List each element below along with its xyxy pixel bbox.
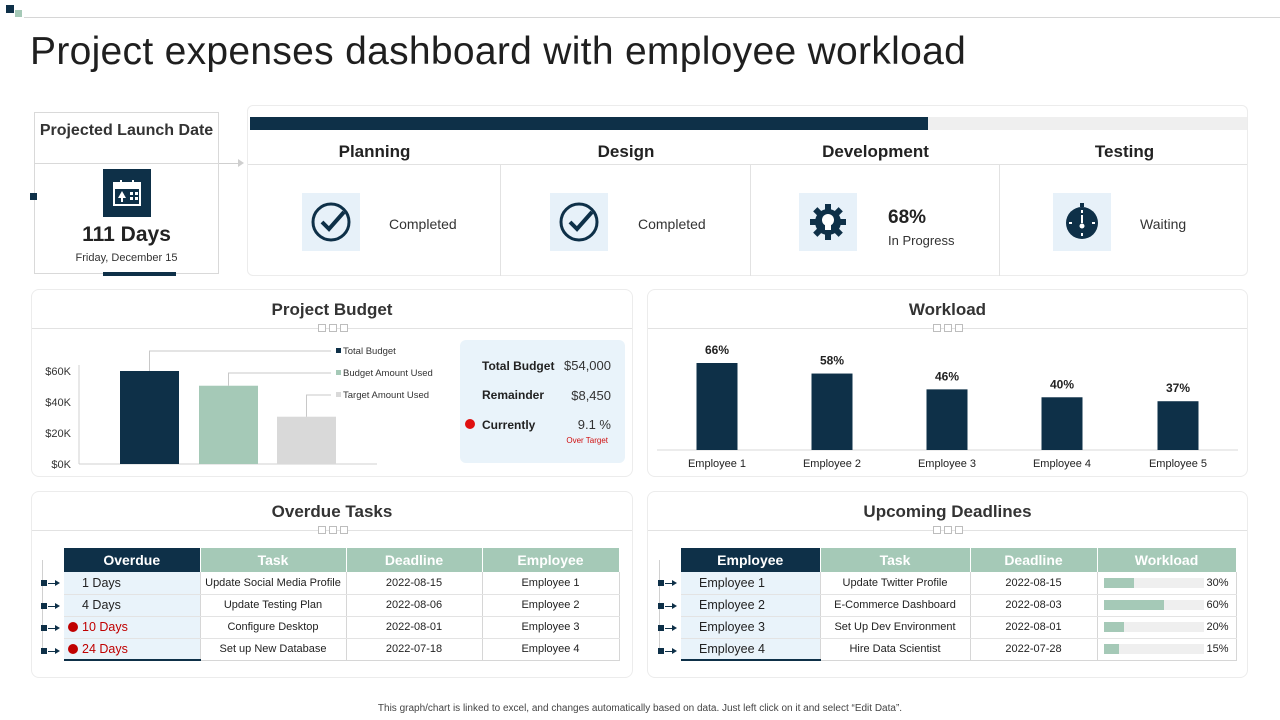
checkmark-icon xyxy=(550,193,608,251)
phase-planning xyxy=(248,106,501,276)
launch-date: Friday, December 15 xyxy=(75,252,178,264)
workload-percent: 60% xyxy=(1206,599,1229,611)
y-tick-label: $0K xyxy=(51,459,71,471)
task-cell: Update Social Media Profile xyxy=(200,572,346,594)
legend-label: Target Amount Used xyxy=(343,390,430,401)
total-budget-value: $54,000 xyxy=(564,358,611,373)
remainder-label: Remainder xyxy=(482,388,545,402)
workload-meter xyxy=(1101,599,1233,611)
overdue-days-text: 4 Days xyxy=(82,598,121,612)
task-cell: Update Twitter Profile xyxy=(820,572,970,594)
currently-value: 9.1 % xyxy=(577,417,611,432)
overdue-days-text: 10 Days xyxy=(82,620,128,634)
row-marker-arrow xyxy=(41,624,61,632)
deadline-cell: 2022-08-15 xyxy=(970,572,1097,594)
workload-chart xyxy=(647,330,1248,475)
table-row[interactable] xyxy=(681,594,1236,616)
remainder-value: $8,450 xyxy=(571,388,611,403)
overdue-table xyxy=(64,548,620,661)
workload-cell xyxy=(1097,616,1236,638)
phase-percent: 68% xyxy=(888,207,927,228)
budget-summary xyxy=(460,340,625,463)
column-header[interactable]: Task xyxy=(820,548,970,572)
workload-meter xyxy=(1101,621,1233,633)
phase-status: Completed xyxy=(389,216,457,232)
workload-cell xyxy=(1097,572,1236,594)
overdue-days-text: 24 Days xyxy=(82,641,128,656)
overdue-days xyxy=(64,616,200,638)
phase-status: Waiting xyxy=(1140,216,1187,232)
page-title: Project expenses dashboard with employee workload xyxy=(30,30,967,73)
budget-bar xyxy=(120,371,179,464)
legend-swatch xyxy=(336,370,341,375)
checkmark-icon xyxy=(302,193,360,251)
workload-fill xyxy=(1104,622,1124,632)
column-header[interactable]: Workload xyxy=(1097,548,1236,572)
workload-bar xyxy=(697,363,738,450)
y-tick-label: $40K xyxy=(45,397,71,409)
workload-category-label: Employee 4 xyxy=(1032,458,1092,470)
total-budget-label: Total Budget xyxy=(482,359,555,373)
panel-knob xyxy=(318,526,348,535)
workload-title: Workload xyxy=(908,300,987,319)
deadline-cell: 2022-07-18 xyxy=(346,638,482,660)
workload-data-label: 58% xyxy=(819,353,845,368)
clock-icon xyxy=(1053,193,1111,251)
workload-percent: 15% xyxy=(1206,643,1229,655)
employee-cell: Employee 1 xyxy=(681,572,820,594)
y-tick-label: $20K xyxy=(45,428,71,440)
workload-data-label: 46% xyxy=(934,369,960,384)
task-cell: Hire Data Scientist xyxy=(820,638,970,660)
employee-cell: Employee 1 xyxy=(482,572,619,594)
task-cell: Update Testing Plan xyxy=(200,594,346,616)
row-marker-arrow xyxy=(658,624,678,632)
phase-testing xyxy=(1000,106,1249,276)
table-row[interactable] xyxy=(64,572,619,594)
task-cell: Set up New Database xyxy=(200,638,346,660)
workload-data-label: 40% xyxy=(1049,377,1075,392)
overdue-days xyxy=(64,638,200,660)
workload-category-label: Employee 1 xyxy=(687,458,747,470)
employee-cell: Employee 2 xyxy=(681,594,820,616)
budget-title: Project Budget xyxy=(271,300,393,319)
row-marker-arrow xyxy=(41,647,61,655)
column-header[interactable]: Deadline xyxy=(970,548,1097,572)
workload-data-label: 66% xyxy=(704,343,730,357)
row-marker-arrow xyxy=(41,602,61,610)
deadline-cell: 2022-08-01 xyxy=(346,616,482,638)
corner-square-accent xyxy=(15,10,22,17)
phase-development xyxy=(751,106,1000,276)
phase-title: Planning xyxy=(338,142,411,161)
legend-swatch xyxy=(336,392,341,397)
row-marker-arrow xyxy=(658,579,678,587)
phase-design xyxy=(501,106,751,276)
deadline-cell: 2022-08-03 xyxy=(970,594,1097,616)
connector-arrow xyxy=(238,159,244,167)
legend-swatch xyxy=(336,348,341,353)
calendar-icon xyxy=(103,169,151,217)
column-header[interactable]: Deadline xyxy=(346,548,482,572)
panel-knob xyxy=(933,526,963,535)
employee-cell: Employee 3 xyxy=(482,616,619,638)
workload-track xyxy=(1104,578,1204,588)
legend-label: Total Budget xyxy=(343,346,396,357)
corner-square xyxy=(6,5,14,13)
row-marker-arrow xyxy=(41,579,61,587)
workload-fill xyxy=(1104,600,1164,610)
budget-bar xyxy=(277,417,336,464)
row-marker-arrow xyxy=(658,647,678,655)
workload-bar xyxy=(1042,397,1083,450)
upcoming-title: Upcoming Deadlines xyxy=(863,502,1032,521)
workload-bar xyxy=(812,374,853,450)
workload-track xyxy=(1104,644,1204,654)
alert-dot xyxy=(465,419,475,429)
launch-card xyxy=(34,163,219,274)
overdue-days-text: 1 Days xyxy=(82,575,121,590)
deadline-cell: 2022-08-15 xyxy=(346,572,482,594)
workload-data-label: 37% xyxy=(1165,381,1191,396)
employee-cell: Employee 3 xyxy=(681,616,820,638)
table-row[interactable] xyxy=(64,594,619,616)
phase-status: Completed xyxy=(638,216,706,232)
workload-fill xyxy=(1104,578,1134,588)
budget-chart xyxy=(31,330,451,475)
workload-meter xyxy=(1101,643,1233,655)
footnote: This graph/chart is linked to excel, and changes automatically based on data. Just left click on it and select “Edit Data”. xyxy=(377,703,903,714)
workload-meter xyxy=(1101,577,1233,589)
legend-leader-line xyxy=(307,395,332,417)
deadline-cell: 2022-08-01 xyxy=(970,616,1097,638)
launch-underline xyxy=(103,272,176,276)
employee-cell: Employee 4 xyxy=(482,638,619,660)
workload-category-label: Employee 5 xyxy=(1148,458,1208,470)
top-rule xyxy=(24,17,1280,18)
legend-leader-line xyxy=(150,351,332,371)
column-header[interactable]: Employee xyxy=(681,548,820,572)
y-tick-label: $60K xyxy=(45,366,71,378)
employee-cell: Employee 2 xyxy=(482,594,619,616)
workload-cell xyxy=(1097,638,1236,660)
launch-marker xyxy=(30,193,37,200)
gear-bulb-icon xyxy=(799,193,857,251)
workload-category-label: Employee 3 xyxy=(917,458,977,470)
over-target-note: Over Target xyxy=(566,436,608,445)
phase-tracker xyxy=(247,105,1248,276)
overdue-title: Overdue Tasks xyxy=(271,502,393,521)
legend-leader-line xyxy=(229,373,332,386)
workload-track xyxy=(1104,622,1204,632)
phase-title: Development xyxy=(822,142,929,161)
phase-title: Design xyxy=(597,142,655,161)
overdue-days xyxy=(64,572,200,594)
row-marker-arrow xyxy=(658,602,678,610)
table-row[interactable] xyxy=(64,616,619,638)
workload-fill xyxy=(1104,644,1119,654)
workload-bar xyxy=(927,389,968,450)
alert-dot-icon xyxy=(68,622,78,632)
workload-bar xyxy=(1158,401,1199,450)
workload-percent: 30% xyxy=(1206,576,1229,589)
launch-heading: Projected Launch Date xyxy=(34,112,219,164)
currently-label: Currently xyxy=(482,418,536,432)
table-row[interactable] xyxy=(681,616,1236,638)
phase-title: Testing xyxy=(1094,142,1155,161)
table-row[interactable] xyxy=(64,638,619,660)
task-cell: E-Commerce Dashboard xyxy=(820,594,970,616)
column-header[interactable]: Employee xyxy=(482,548,619,572)
budget-bar xyxy=(199,386,258,464)
table-row[interactable] xyxy=(681,572,1236,594)
column-header[interactable]: Overdue xyxy=(64,548,200,572)
deadline-cell: 2022-07-28 xyxy=(970,638,1097,660)
alert-dot-icon xyxy=(68,644,78,654)
phase-status: In Progress xyxy=(888,233,955,248)
column-header[interactable]: Task xyxy=(200,548,346,572)
task-cell: Configure Desktop xyxy=(200,616,346,638)
upcoming-table xyxy=(681,548,1237,661)
legend-label: Budget Amount Used xyxy=(343,368,433,379)
workload-category-label: Employee 2 xyxy=(802,458,862,470)
workload-percent: 20% xyxy=(1206,621,1229,633)
overdue-days xyxy=(64,594,200,616)
launch-days: 111 Days xyxy=(82,223,171,246)
task-cell: Set Up Dev Environment xyxy=(820,616,970,638)
workload-cell xyxy=(1097,594,1236,616)
workload-track xyxy=(1104,600,1204,610)
deadline-cell: 2022-08-06 xyxy=(346,594,482,616)
employee-cell: Employee 4 xyxy=(681,638,820,660)
table-row[interactable] xyxy=(681,638,1236,660)
